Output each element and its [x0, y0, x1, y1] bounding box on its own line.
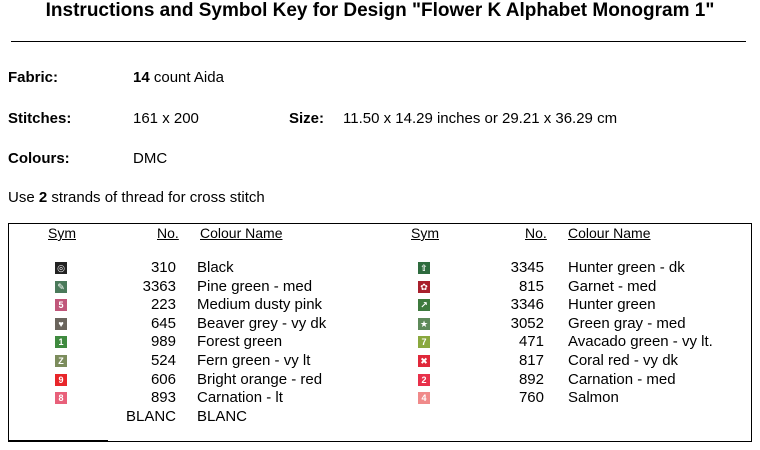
- colour-name: Carnation - lt: [197, 389, 283, 407]
- dmc-number: BLANC: [125, 407, 176, 425]
- symbol-swatch-icon: ✿: [418, 281, 430, 293]
- symbol-swatch-icon: ◎: [55, 262, 67, 274]
- colour-name: Beaver grey - vy dk: [197, 314, 327, 332]
- footer-line: [8, 440, 108, 441]
- colour-name: Hunter green: [568, 296, 656, 314]
- header-name-right: Colour Name: [568, 225, 651, 241]
- fabric-count: 14: [133, 69, 150, 86]
- dmc-number: 3052: [510, 314, 544, 332]
- symbol-swatch-icon: Z: [55, 355, 67, 367]
- stitches-value: 161 x 200: [133, 110, 199, 127]
- dmc-number: 760: [518, 389, 544, 407]
- header-no-left: No.: [157, 225, 179, 241]
- symbol-swatch-icon: 9: [55, 374, 67, 386]
- dmc-number: 892: [518, 370, 544, 388]
- symbol-swatch-icon: 5: [55, 299, 67, 311]
- colours-label: Colours:: [8, 150, 70, 167]
- stitches-label: Stitches:: [8, 110, 72, 127]
- size-label: Size:: [289, 110, 325, 127]
- colour-name: Bright orange - red: [197, 370, 323, 388]
- fabric-label: Fabric:: [8, 69, 59, 86]
- dmc-number: 989: [150, 333, 176, 351]
- colour-name: Forest green: [197, 333, 283, 351]
- strands-pre: Use: [8, 189, 39, 206]
- strands-post: strands of thread for cross stitch: [47, 189, 265, 206]
- colours-value: DMC: [133, 150, 168, 167]
- fabric-value: [133, 69, 224, 86]
- strands-instruction: [8, 189, 265, 206]
- dmc-number: 471: [518, 333, 544, 351]
- header-no-right: No.: [525, 225, 547, 241]
- symbol-swatch-icon: 2: [418, 374, 430, 386]
- header-sym-left: Sym: [48, 225, 76, 241]
- symbol-swatch-icon: ✎: [55, 281, 67, 293]
- dmc-number: 817: [518, 352, 544, 369]
- symbol-swatch-icon: 4: [418, 392, 430, 404]
- dmc-number: 645: [150, 314, 176, 332]
- colour-name: Salmon: [568, 389, 619, 407]
- colour-name: Hunter green - dk: [568, 259, 685, 276]
- fabric-type: count Aida: [149, 69, 224, 86]
- strands-count: 2: [38, 189, 48, 206]
- colour-name: Pine green - med: [197, 277, 313, 295]
- symbol-swatch-icon: ♥: [55, 318, 67, 330]
- header-name-left: Colour Name: [200, 225, 283, 241]
- title-divider: [11, 41, 746, 42]
- symbol-swatch-icon: 7: [418, 336, 430, 348]
- dmc-number: 223: [150, 296, 176, 314]
- colour-name: Garnet - med: [568, 277, 657, 295]
- dmc-number: 3363: [142, 277, 176, 295]
- colour-name: Black: [197, 259, 234, 276]
- dmc-number: 815: [518, 277, 544, 295]
- colour-name: Fern green - vy lt: [197, 352, 311, 369]
- dmc-number: 606: [150, 370, 176, 388]
- symbol-swatch-icon: 8: [55, 392, 67, 404]
- colour-name: Carnation - med: [568, 370, 676, 388]
- colour-name: Avacado green - vy lt.: [568, 333, 713, 351]
- symbol-swatch-icon: ⇧: [418, 262, 430, 274]
- colour-name: Green gray - med: [568, 314, 686, 332]
- dmc-number: 310: [150, 259, 176, 276]
- symbol-swatch-icon: ↗: [418, 299, 430, 311]
- symbol-swatch-icon: 1: [55, 336, 67, 348]
- header-sym-right: Sym: [411, 225, 439, 241]
- dmc-number: 3346: [510, 296, 544, 314]
- colour-name: BLANC: [197, 407, 248, 425]
- page-title: Instructions and Symbol Key for Design "Flower K Alphabet Monogram 1": [45, 0, 715, 21]
- dmc-number: 893: [150, 389, 176, 407]
- symbol-swatch-icon: ★: [419, 318, 429, 329]
- colour-name: Coral red - vy dk: [568, 352, 679, 369]
- size-value: 11.50 x 14.29 inches or 29.21 x 36.29 cm: [343, 110, 618, 127]
- colour-name: Medium dusty pink: [197, 296, 323, 314]
- dmc-number: 524: [150, 352, 176, 369]
- dmc-number: 3345: [510, 259, 544, 276]
- symbol-swatch-icon: ✖: [418, 355, 430, 367]
